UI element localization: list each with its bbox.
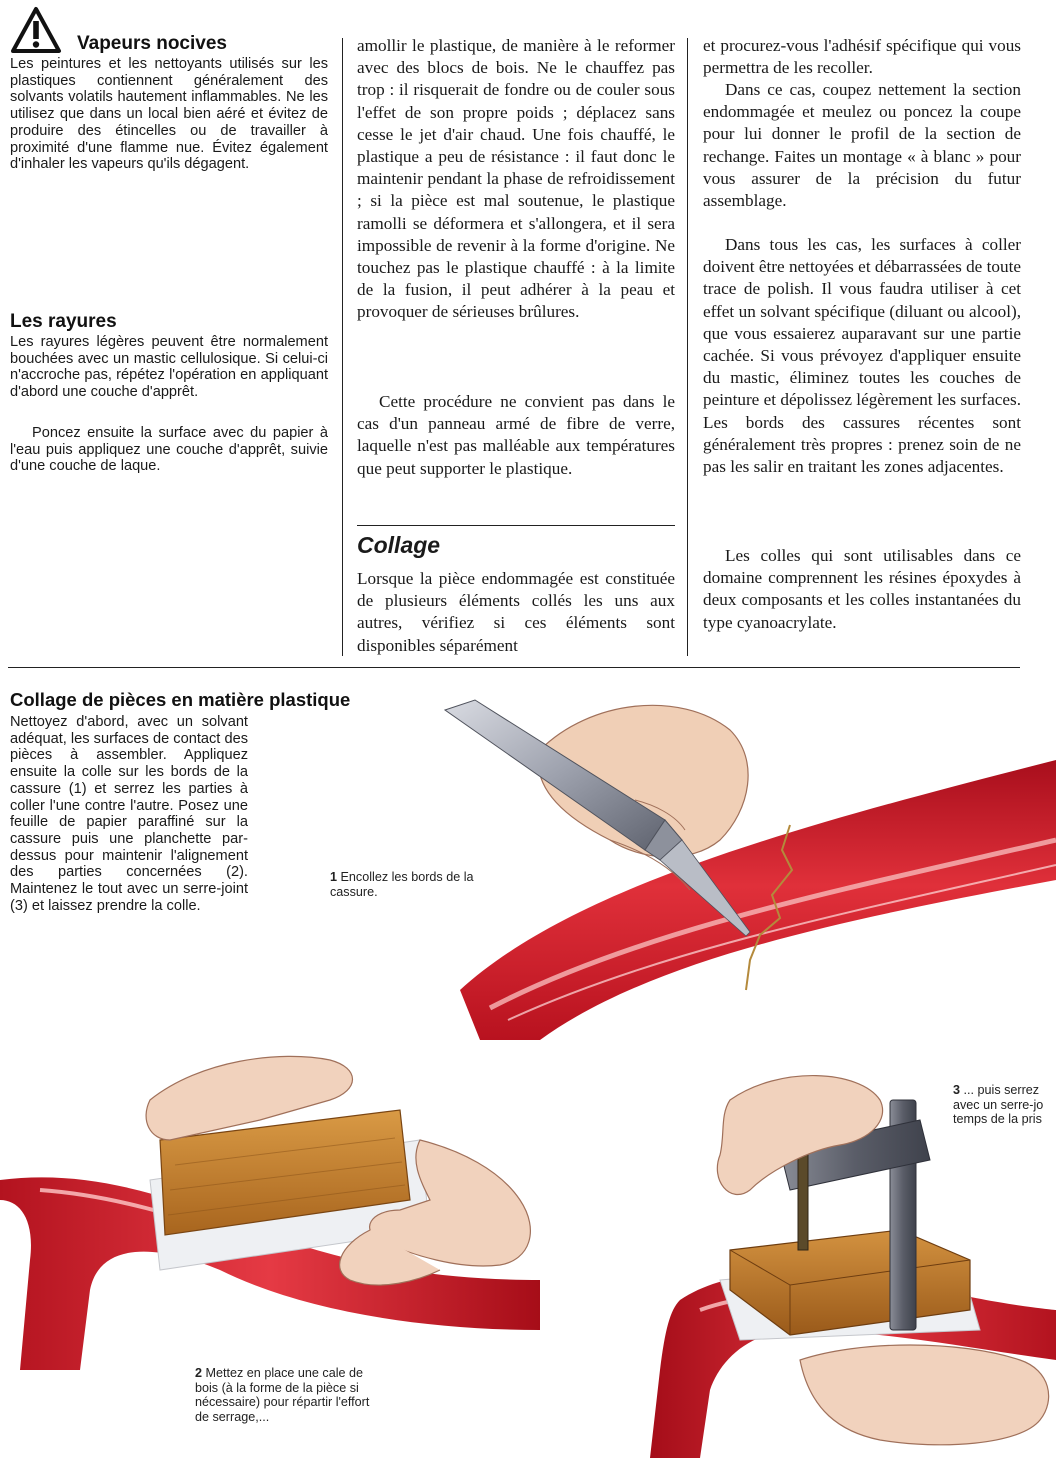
figure-2-caption-text: Mettez en place une cale de bois (à la forme de la pièce si nécessaire) pour répartir l'effort de serrage,... bbox=[195, 1366, 370, 1424]
collage-title: Collage bbox=[357, 532, 441, 558]
column3-paragraph-1: et procurez-vous l'adhésif spécifique qui vous permettra de les recoller. bbox=[703, 36, 1021, 78]
scratches-paragraph-2: Poncez ensuite la surface avec du papier à l'eau puis appliquez une couche d'apprêt, suivie d'une couche de laque. bbox=[10, 425, 328, 475]
column-divider-2 bbox=[687, 38, 688, 656]
section-divider bbox=[8, 667, 1020, 668]
figure-3-caption-line-3: temps de la pris bbox=[953, 1112, 1042, 1127]
column3-paragraph-4: Les colles qui sont utilisables dans ce domaine comprennent les résines époxydes à deux composants et les colles instantanées du type cyanoacrylate. bbox=[703, 546, 1021, 632]
warning-icon bbox=[10, 6, 62, 54]
column2-paragraph-2: Cette procédure ne convient pas dans le cas d'un panneau armé de fibre de verre, laquelle n'est pas malléable aux températures que peut supporter le plastique. bbox=[357, 392, 675, 478]
collage-text: Lorsque la pièce endommagée est constituée de plusieurs éléments collés les uns aux autres, vérifiez si ces éléments sont disponibles séparément bbox=[357, 569, 675, 655]
figure-3-caption-line-1 bbox=[953, 1083, 1056, 1098]
collage-top-rule bbox=[357, 525, 675, 526]
figure-1-caption bbox=[330, 870, 500, 899]
figure-1-caption-text: Encollez les bords de la cassure. bbox=[330, 870, 474, 899]
column3-paragraph-3: Dans tous les cas, les surfaces à coller doivent être nettoyées et débarrassées de toute trace de polish. Il vous faudra utiliser à cet effet un solvant spécifique (diluant ou alcool), que vous essaierez auparavant sur une partie cachée. Si vous prévoyez d'appliquer ensuite du mastic, éliminez toutes les couches de peinture et dépolissez légèrement les surfaces. Les bords des cassures récentes sont généralement très propres : prenez soin de ne pas les salir en traitant les zones adjacentes. bbox=[703, 235, 1021, 477]
figure-2-illustration bbox=[0, 1030, 540, 1380]
figure-3-caption-text-1: ... puis serrez bbox=[963, 1083, 1040, 1097]
warning-title: Vapeurs nocives bbox=[77, 33, 227, 54]
figure-3-caption bbox=[953, 1083, 1056, 1127]
scratches-paragraph-1: Les rayures légères peuvent être normalement bouchées avec un mastic cellulosique. Si celui-ci n'accroche pas, répétez l'opération en appliquant d'abord une couche d'apprêt. bbox=[10, 334, 328, 401]
column-divider-1 bbox=[342, 38, 343, 656]
figure-3-caption-line-2: avec un serre-jo bbox=[953, 1097, 1044, 1112]
warning-text: Les peintures et les nettoyants utilisés sur les plastiques contiennent généralement des solvants volatils hautement inflammables. Ne les utilisez que dans un local bien aéré et évitez de produire des étincelles ou de travailler à proximité d'une flamme nue. Évitez également d'inhaler les vapeurs qu'ils dégagent. bbox=[10, 56, 328, 173]
scratches-title: Les rayures bbox=[10, 311, 117, 332]
figure-2-number: 2 bbox=[195, 1366, 203, 1380]
figure-3-number: 3 bbox=[953, 1083, 961, 1097]
column2-paragraph-1: amollir le plastique, de manière à le reformer avec des blocs de bois. Ne le chauffez pas trop : il risquerait de fondre ou de couler sous l'effet de son propre poids ; déplacez sans cesse le jet d'air chaud. Une fois chauffé, le plastique a peu de résistance : il faut donc le maintenir pendant la phase de refroidissement ; si la pièce est mal soutenue, le plastique ramolli se déformera et s'allongera, et il sera impossible de revenir à la forme d'origine. Ne touchez pas le plastique chauffé : à la limite de la fusion, il peut adhérer à la peau et provoquer de sérieuses brûlures. bbox=[357, 36, 675, 322]
plastic-gluing-title: Collage de pièces en matière plastique bbox=[10, 689, 351, 710]
figure-1-number: 1 bbox=[330, 870, 338, 884]
plastic-gluing-text: Nettoyez d'abord, avec un solvant adéquat, les surfaces de contact des pièces à assembler. Appliquez ensuite la colle sur les bords de la cassure (1) et serrez les parties à coller l'une contre l'autre. Posez une feuille de papier paraffiné sur la cassure puis une planchette par-dessus pour maintenir l'alignement des parties concernées (2). Maintenez le tout avec un serre-joint (3) et laissez prendre la colle. bbox=[10, 714, 248, 914]
column3-paragraph-2: Dans ce cas, coupez nettement la section endommagée et meulez ou poncez la coupe pour lui donner le profil de la section de rechange. Faites un montage « à blanc » pour vous assurer de la précision du futur assemblage. bbox=[703, 80, 1021, 211]
figure-1-illustration bbox=[420, 690, 1056, 1050]
figure-2-caption bbox=[195, 1366, 385, 1424]
